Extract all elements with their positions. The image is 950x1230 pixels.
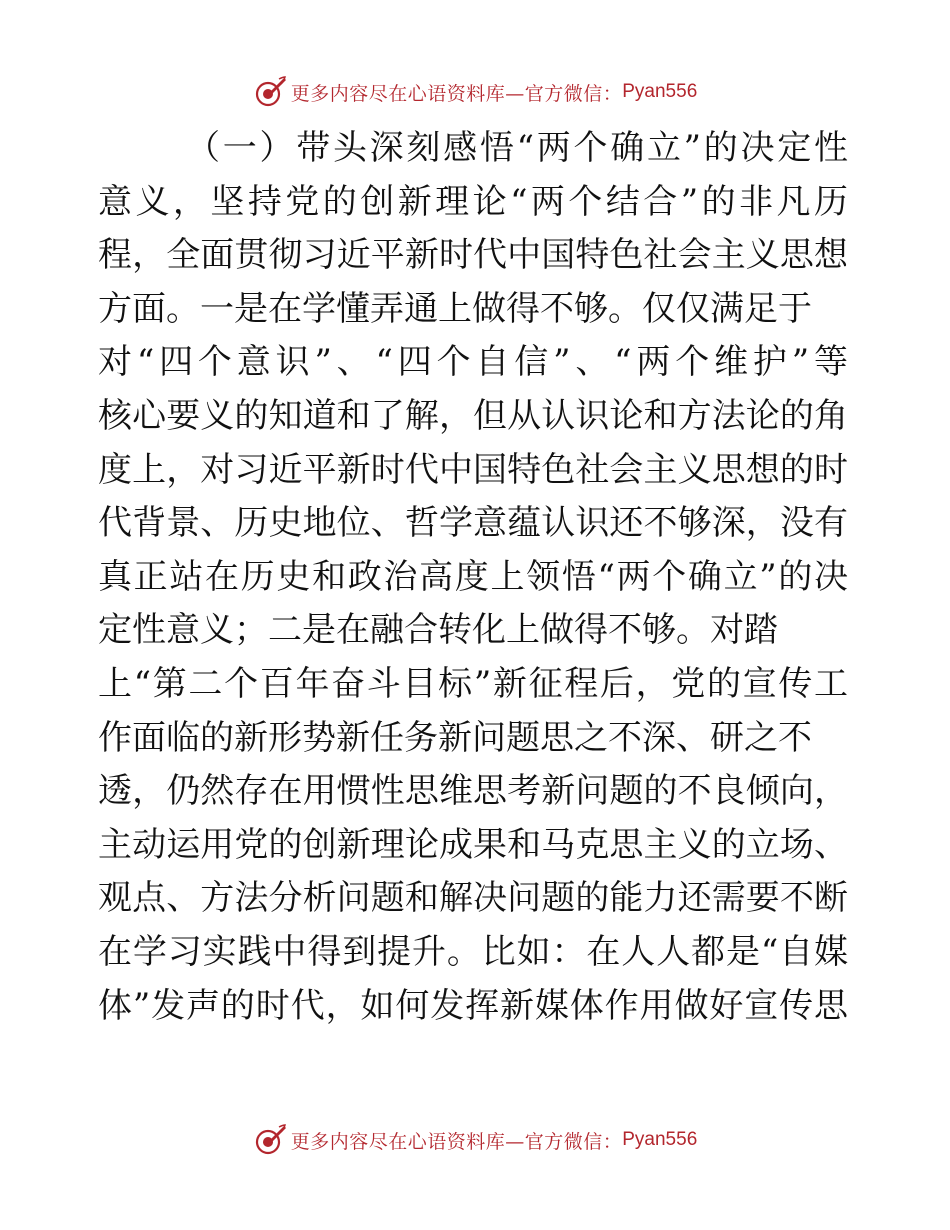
paragraph-line: 观点、方法分析问题和解决问题的能力还需要不断	[98, 878, 848, 919]
paragraph-line: 方面。一是在学懂弄通上做得不够。仅仅满足于	[98, 288, 812, 329]
paragraph-line: 程，全面贯彻习近平新时代中国特色社会主义思想	[98, 235, 848, 276]
paragraph-line: 度上，对习近平新时代中国特色社会主义思想的时	[98, 449, 848, 490]
watermark-wechat-id: Pyan556	[622, 1129, 698, 1150]
paragraph-line: 真正站在历史和政治高度上领悟“两个确立”的决	[98, 556, 848, 597]
watermark-text: 更多内容尽在心语资料库—官方微信：	[290, 1130, 623, 1153]
watermark-text: 更多内容尽在心语资料库—官方微信：	[290, 82, 623, 105]
watermark-wechat-id: Pyan556	[622, 81, 698, 102]
header-watermark	[0, 72, 950, 112]
paragraph-line: 作面临的新形势新任务新问题思之不深、研之不	[98, 717, 812, 758]
paragraph-line: （一）带头深刻感悟“两个确立”的决定性	[186, 128, 848, 168]
paragraph-line: 体”发声的时代，如何发挥新媒体作用做好宣传思	[98, 985, 848, 1026]
paragraph-line: 上“第二个百年奋斗目标”新征程后，党的宣传工	[98, 663, 848, 704]
paragraph-line: 定性意义；二是在融合转化上做得不够。对踏	[98, 610, 778, 651]
paragraph-line: 意义，坚持党的创新理论“两个结合”的非凡历	[98, 181, 848, 222]
paragraph-line: 主动运用党的创新理论成果和马克思主义的立场、	[98, 824, 848, 865]
document-body	[98, 122, 848, 1033]
paragraph-line: 对“四个意识”、“四个自信”、“两个维护”等	[98, 342, 848, 383]
paragraph-line: 在学习实践中得到提升。比如：在人人都是“自媒	[98, 931, 848, 972]
paragraph-line: 核心要义的知道和了解，但从认识论和方法论的角	[98, 395, 848, 436]
paragraph-line: 代背景、历史地位、哲学意蕴认识还不够深，没有	[98, 503, 848, 544]
quill-pen-logo-icon	[253, 75, 287, 109]
quill-pen-logo-icon	[253, 1123, 287, 1157]
paragraph-line: 透，仍然存在用惯性思维思考新问题的不良倾向，	[98, 771, 848, 812]
footer-watermark	[0, 1120, 950, 1160]
